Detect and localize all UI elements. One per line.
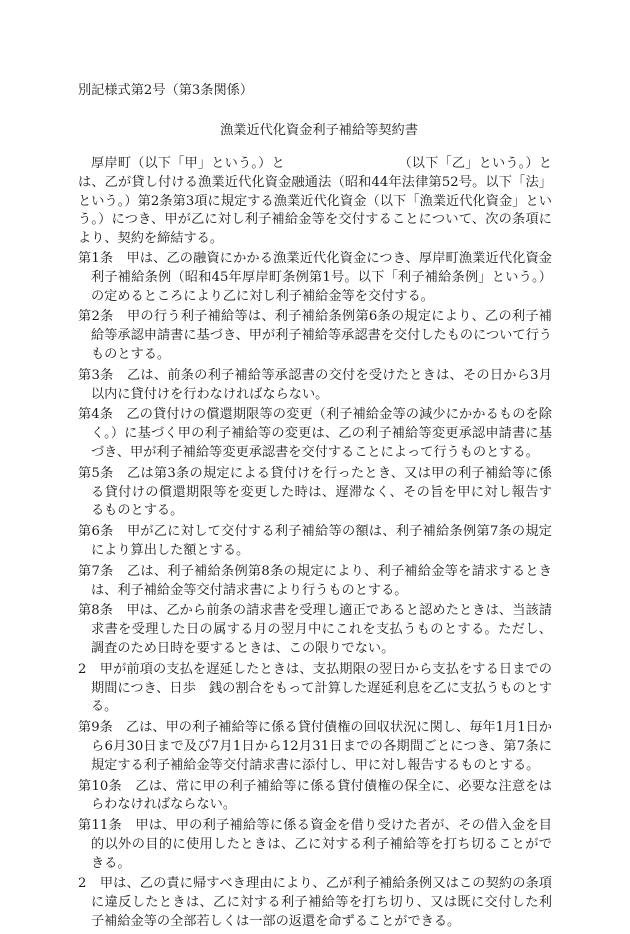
form-number-label: 別記様式第2号（第3条関係）	[78, 83, 254, 98]
article-4: 第4条 乙の貸付けの償還期限等の変更（利子補給金等の減少にかかるものを除く。）に基づく甲の利子補給等の変更は、乙の利子補給等変更承認申請書に基づき、甲が利子補給等変更承認書を交付することによって行うものとする。	[78, 407, 552, 460]
article-11-paragraph-2: 2 甲は、乙の責に帰すべき理由により、乙が利子補給条例又はこの契約の条項に違反したときは、乙に対する利子補給等を打ち切り、又は既に交付した利子補給金等の全部若しくは一部の返還を命ずることができる。	[78, 876, 552, 930]
article-8: 第8条 甲は、乙から前条の請求書を受理し適正であると認めたときは、当該請求書を受理した日の属する月の翌月中にこれを支払うものとする。ただし、調査のため日時を要するときは、この限りでない。	[78, 603, 552, 656]
article-7: 第7条 乙は、利子補給条例第8条の規定により、利子補給金等を請求するときは、利子補給金等交付請求書により行うものとする。	[78, 563, 552, 598]
article-11: 第11条 甲は、甲の利子補給等に係る資金を借り受けた者が、その借入金を目的以外の目的に使用したときは、乙に対する利子補給等を打ち切ることができる。	[78, 818, 552, 871]
document-title-text: 漁業近代化資金利子補給等契約書	[220, 123, 418, 138]
contract-body	[78, 155, 552, 934]
article-5: 第5条 乙は第3条の規定による貸付けを行ったとき、又は甲の利子補給等に係る貸付けの償還期限等を変更した時は、遅滞なく、その旨を甲に対し報告するものとする。	[78, 465, 552, 519]
article-3: 第3条 乙は、前条の利子補給等承認書の交付を受けたときは、その日から3月以内に貸付けを行わなければならない。	[78, 367, 552, 402]
article-8-paragraph-2: 2 甲が前項の支払を遅延したときは、支払期限の翌日から支払をする日までの期間につき、日歩 銭の割合をもって計算した遅延利息を乙に支払うものとする。	[78, 661, 552, 715]
article-6: 第6条 甲が乙に対して交付する利子補給等の額は、利子補給条例第7条の規定により算出した額とする。	[78, 524, 552, 558]
article-10: 第10条 乙は、常に甲の利子補給等に係る貸付債権の保全に、必要な注意をはらわなければならない。	[78, 778, 552, 813]
article-1: 第1条 甲は、乙の融資にかかる漁業近代化資金につき、厚岸町漁業近代化資金利子補給条例（昭和45年厚岸町条例第1号。以下「利子補給条例」という。）の定めるところにより乙に対し利子補給金等を交付する。	[78, 250, 552, 304]
article-2: 第2条 甲の行う利子補給等は、利子補給条例第6条の規定により、乙の利子補給等承認申請書に基づき、甲が利子補給等承認書を交付したものについて行うものとする。	[78, 309, 552, 362]
article-9: 第9条 乙は、甲の利子補給等に係る貸付債権の回収状況に関し、毎年1月1日から6月30日まで及び7月1日から12月31日までの各期間ごとにつき、第7条に規定する利子補給金等交付請求書に添付し、甲に対し報告するものとする。	[78, 720, 552, 773]
contract-preamble: 厚岸町（以下「甲」という。）と （以下「乙」という。）とは、乙が貸し付ける漁業近代化資金融通法（昭和44年法律第52号。以下「法」という。）第2条第3項に規定する漁業近代化資金（以下「漁業近代化資金」という。）につき、甲が乙に対し利子補給金等を交付することについて、次の条項により、契約を締結する。	[78, 156, 552, 247]
document-title	[0, 122, 630, 140]
